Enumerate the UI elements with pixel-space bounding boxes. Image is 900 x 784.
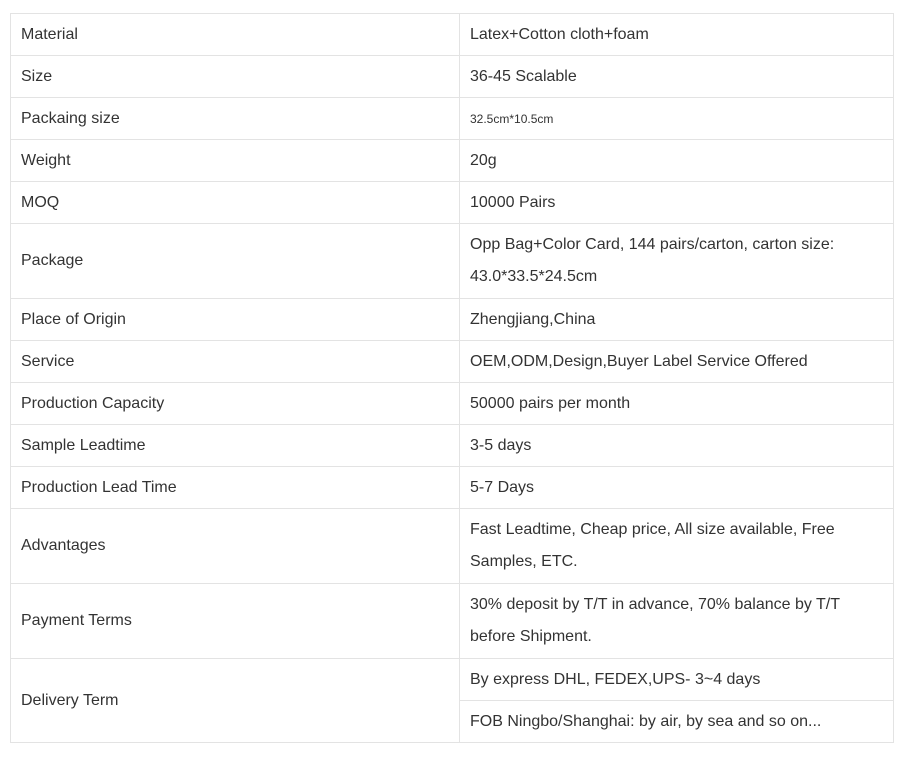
row-label: Package	[11, 224, 460, 299]
row-label: Advantages	[11, 509, 460, 584]
table-row-place-of-origin	[11, 299, 894, 341]
row-value: 50000 pairs per month	[460, 383, 894, 425]
row-label: Sample Leadtime	[11, 425, 460, 467]
row-value: 32.5cm*10.5cm	[460, 98, 894, 140]
table-row-payment-terms	[11, 584, 894, 659]
product-spec-table	[10, 13, 894, 743]
row-value: 5-7 Days	[460, 467, 894, 509]
row-label: Delivery Term	[11, 659, 460, 743]
table-row-service	[11, 341, 894, 383]
row-value: 30% deposit by T/T in advance, 70% balance by T/T before Shipment.	[460, 584, 894, 659]
row-label: Production Lead Time	[11, 467, 460, 509]
row-value: 3-5 days	[460, 425, 894, 467]
row-value: By express DHL, FEDEX,UPS- 3~4 days	[460, 659, 894, 701]
table-row-advantages	[11, 509, 894, 584]
row-value: Fast Leadtime, Cheap price, All size available, Free Samples, ETC.	[460, 509, 894, 584]
row-label: Size	[11, 56, 460, 98]
row-label: Material	[11, 14, 460, 56]
table-row-material	[11, 14, 894, 56]
row-label: Place of Origin	[11, 299, 460, 341]
row-value: Opp Bag+Color Card, 144 pairs/carton, carton size: 43.0*33.5*24.5cm	[460, 224, 894, 299]
table-row-weight	[11, 140, 894, 182]
row-value: OEM,ODM,Design,Buyer Label Service Offered	[460, 341, 894, 383]
row-value: 10000 Pairs	[460, 182, 894, 224]
row-label: Packaing size	[11, 98, 460, 140]
row-value: 36-45 Scalable	[460, 56, 894, 98]
row-value: FOB Ningbo/Shanghai: by air, by sea and so on...	[460, 701, 894, 743]
row-value: Zhengjiang,China	[460, 299, 894, 341]
table-row-production-lead-time	[11, 467, 894, 509]
table-row-delivery-term	[11, 659, 894, 701]
row-label: Production Capacity	[11, 383, 460, 425]
table-row-moq	[11, 182, 894, 224]
row-value: 20g	[460, 140, 894, 182]
row-label: Payment Terms	[11, 584, 460, 659]
table-row-sample-leadtime	[11, 425, 894, 467]
row-label: MOQ	[11, 182, 460, 224]
row-label: Service	[11, 341, 460, 383]
table-row-size	[11, 56, 894, 98]
table-row-package	[11, 224, 894, 299]
table-row-production-capacity	[11, 383, 894, 425]
row-value: Latex+Cotton cloth+foam	[460, 14, 894, 56]
table-row-packaging-size	[11, 98, 894, 140]
row-label: Weight	[11, 140, 460, 182]
